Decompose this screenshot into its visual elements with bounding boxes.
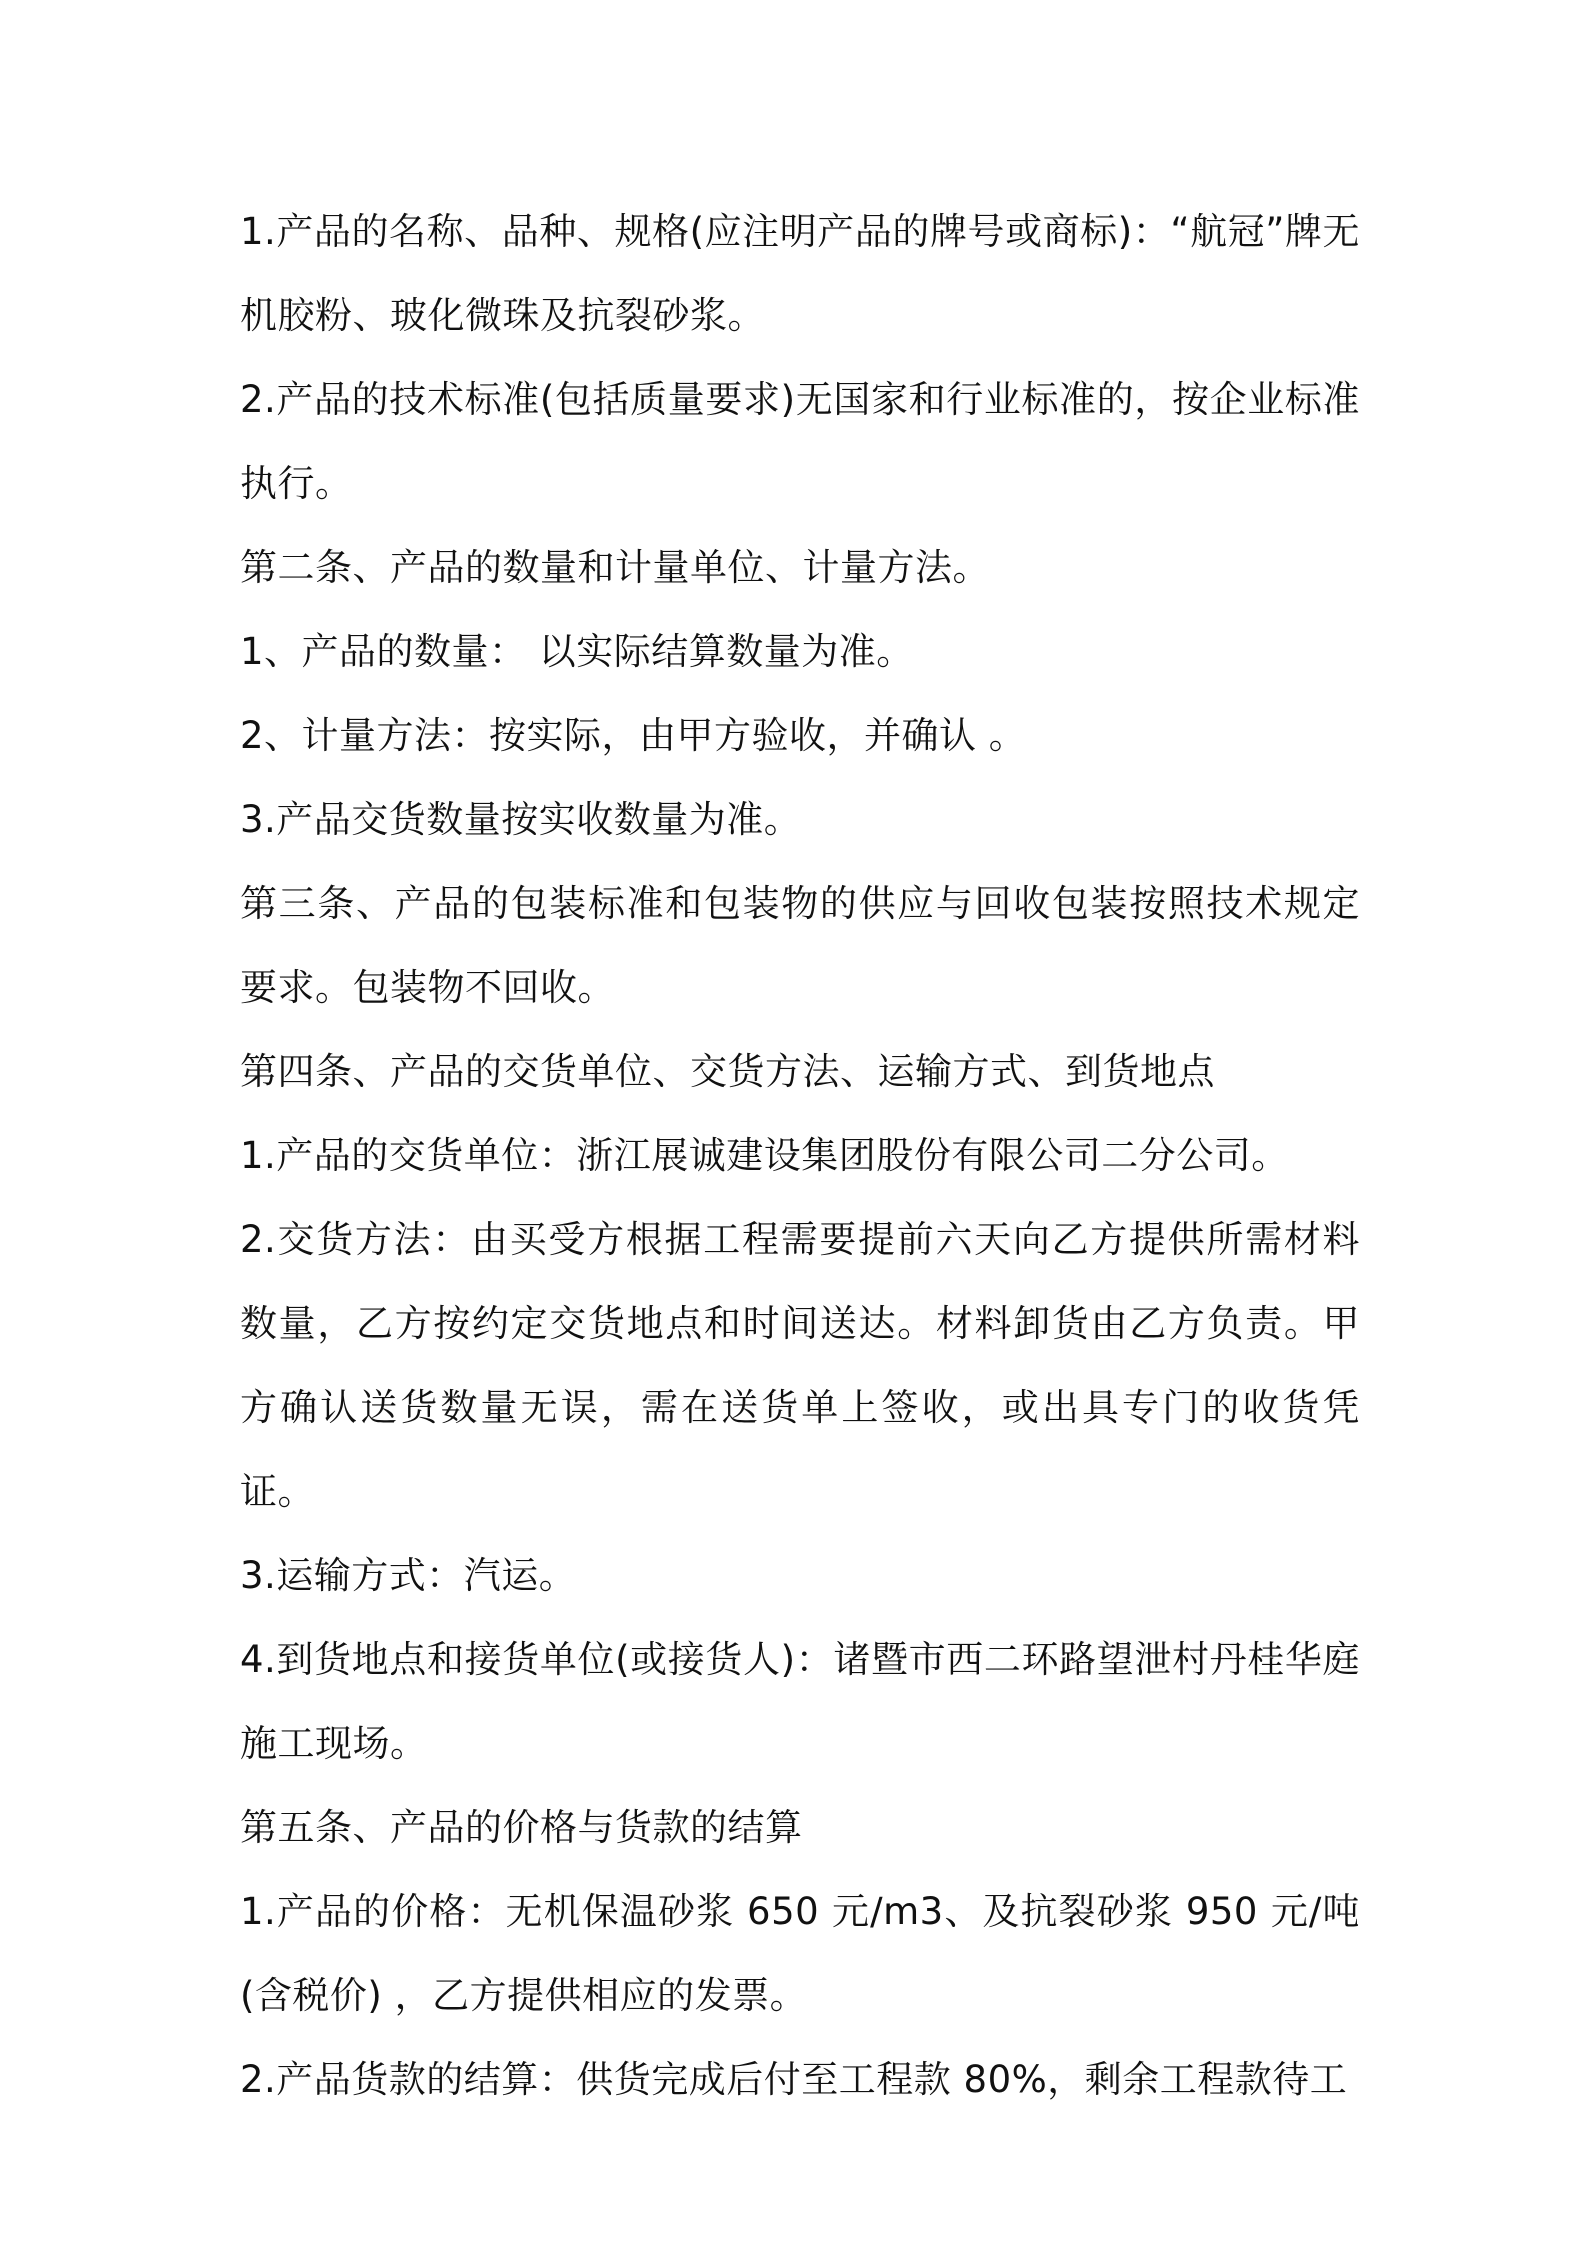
paragraph-transport-mode: 3.运输方式：汽运。 [240, 1554, 577, 1597]
paragraph-product-name: 1.产品的名称、品种、规格(应注明产品的牌号或商标)：“航冠”牌无机胶粉、玻化微珠及抗裂砂浆。 [240, 210, 1360, 337]
paragraph-payment-settlement: 2.产品货款的结算：供货完成后付至工程款 80%，剩余工程款待工 [240, 2058, 1348, 2101]
heading-article-3: 第三条、产品的包装标准和包装物的供应与回收包装按照技术规定要求。包装物不回收。 [240, 882, 1360, 1009]
heading-article-2: 第二条、产品的数量和计量单位、计量方法。 [240, 546, 990, 589]
heading-article-4: 第四条、产品的交货单位、交货方法、运输方式、到货地点 [240, 1050, 1215, 1093]
paragraph-delivery-quantity: 3.产品交货数量按实收数量为准。 [240, 798, 802, 841]
document-body [240, 190, 1360, 2122]
heading-article-5: 第五条、产品的价格与货款的结算 [240, 1806, 803, 1849]
paragraph-product-price: 1.产品的价格：无机保温砂浆 650 元/m3、及抗裂砂浆 950 元/吨(含税价) ，乙方提供相应的发票。 [240, 1890, 1360, 2017]
paragraph-delivery-unit: 1.产品的交货单位：浙江展诚建设集团股份有限公司二分公司。 [240, 1134, 1289, 1177]
paragraph-quantity: 1、产品的数量： 以实际结算数量为准。 [240, 630, 914, 673]
paragraph-measurement-method: 2、计量方法：按实际，由甲方验收，并确认 。 [240, 714, 1027, 757]
paragraph-delivery-location: 4.到货地点和接货单位(或接货人)：诸暨市西二环路望泄村丹桂华庭施工现场。 [240, 1638, 1360, 1765]
paragraph-delivery-method: 2.交货方法：由买受方根据工程需要提前六天向乙方提供所需材料数量，乙方按约定交货地点和时间送达。材料卸货由乙方负责。甲方确认送货数量无误，需在送货单上签收，或出具专门的收货凭证。 [240, 1218, 1360, 1513]
paragraph-technical-standard: 2.产品的技术标准(包括质量要求)无国家和行业标准的，按企业标准执行。 [240, 378, 1360, 505]
